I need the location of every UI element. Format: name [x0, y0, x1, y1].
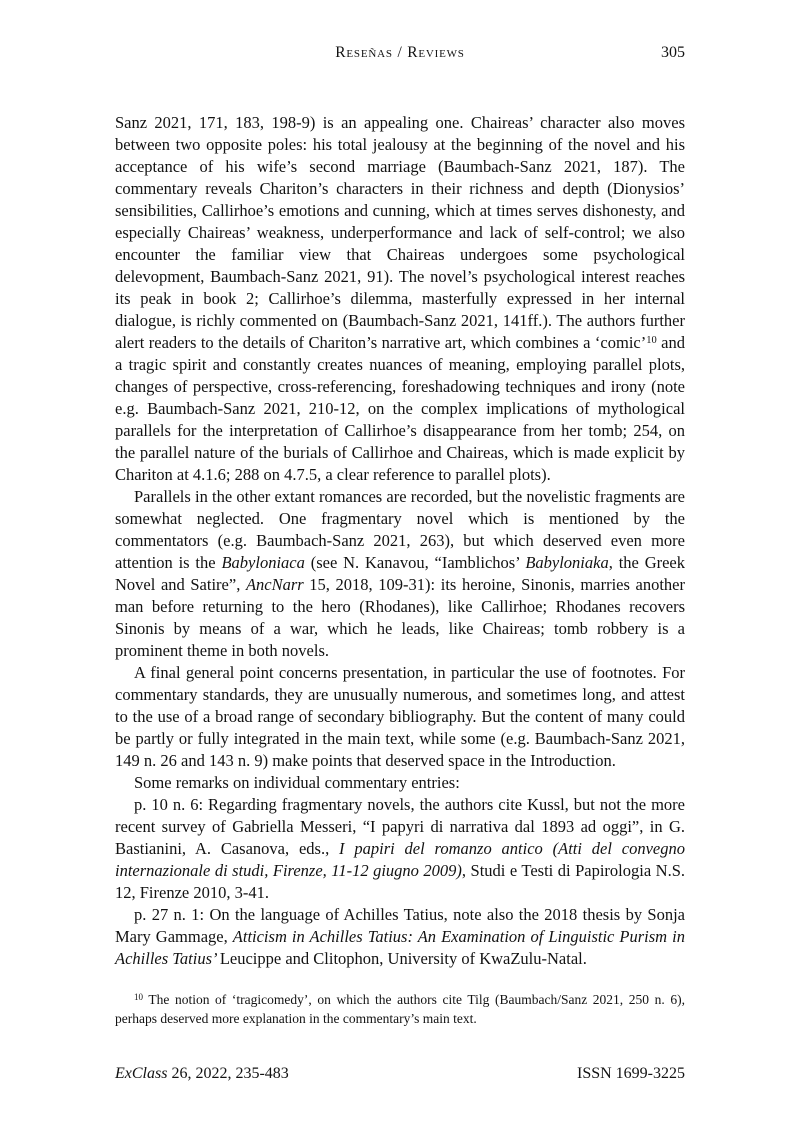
text-run: Parallels in the other extant romances are recorded, but the novelistic fragments are somewhat neglected. One fragmentary novel which is mentioned by the commentators (e.g. Baumbach-Sanz 2021, 263), but which deserved even more attention is the [115, 487, 685, 572]
italic-text-run: Babyloniaka [525, 553, 609, 572]
text-run: and a tragic spirit and constantly creates nuances of meaning, employing parallel plots, changes of perspective, cross-referencing, foreshadowing techniques and irony (note e.g. Baumbach-Sanz 2021, 210-12, on the complex implications of mythological parallels for the interpretation of Callirhoe’s disappearance from her tomb; 254, on the parallel nature of the burials of Callirhoe and Chaireas, which is made explicit by Chariton at 4.1.6; 288 on 4.7.5, a clear reference to parallel plots). [115, 333, 686, 484]
footnote-ref: 10 [646, 334, 657, 346]
text-run: p. 27 n. 1: On the language of Achilles Tatius, note also the 2018 thesis by Sonja Mary Gammage, [115, 905, 685, 946]
text-run: 26, 2022, 235-483 [167, 1065, 289, 1082]
text-run: (see N. Kanavou, “Iamblichos’ [304, 553, 526, 572]
running-head: Reseñas / Reviews [335, 44, 465, 61]
issn: ISSN 1699-3225 [576, 1065, 685, 1082]
paragraph [115, 772, 685, 794]
text-run: A final general point concerns presentation, in particular the use of footnotes. For commentary standards, they are unusually numerous, and sometimes long, and attest to the use of a broad range of secondary bibliography. But the content of many could be partly or fully integrated in the main text, while some (e.g. Baumbach-Sanz 2021, 149 n. 26 and 143 n. 9) make points that deserved space in the Introduction. [115, 663, 685, 770]
paragraph [115, 112, 685, 486]
text-run: The notion of ‘tragicomedy’, on which the authors cite Tilg (Baumbach/Sanz 2021, 250 n. 6), perhaps deserved more explanation in the commentary’s main text. [115, 992, 685, 1026]
text-run: Some remarks on individual commentary entries: [134, 773, 460, 792]
text-run: , the Greek Novel and Satire”, [115, 553, 686, 594]
page-header [115, 44, 685, 64]
page-footer [115, 1065, 685, 1083]
italic-text-run: Babyloniaca [221, 553, 305, 572]
italic-text-run: AncNarr [245, 575, 304, 594]
italic-text-run: I papiri del romanzo antico (Atti del convegno internazionale di studi, Firenze, 11-12 giugno 2009) [115, 839, 685, 880]
text-run: Leucippe and Clitophon, University of KwaZulu-Natal. [219, 949, 587, 968]
text-run: p. 10 n. 6: Regarding fragmentary novels, the authors cite Kussl, but not the more recent survey of Gabriella Messeri, “I papyri di narrativa dal 1893 ad oggi”, in G. Bastianini, A. Casanova, eds., [115, 795, 685, 858]
paragraph [115, 794, 685, 904]
journal-citation [115, 1065, 289, 1083]
footnotes [115, 991, 685, 1028]
page-number: 305 [661, 44, 685, 61]
footnote [115, 991, 685, 1028]
paragraph [115, 486, 685, 662]
paragraph [115, 904, 685, 970]
paragraph [115, 662, 685, 772]
italic-text-run: Atticism in Achilles Tatius: An Examination of Linguistic Purism in Achilles Tatius’ [115, 927, 685, 968]
text-run: Sanz 2021, 171, 183, 198-9) is an appealing one. Chaireas’ character also moves between two opposite poles: his total jealousy at the beginning of the novel and his acceptance of his wife’s second marriage (Baumbach-Sanz 2021, 187). The commentary reveals Chariton’s characters in their richness and depth (Dionysios’ sensibilities, Callirhoe’s emotions and cunning, which at times serves dishonesty, and especially Chaireas’ weakness, underperformance and lack of self-control; we also encounter the familiar view that Chaireas undergoes some psychological delevopment, Baumbach-Sanz 2021, 91). The novel’s psychological interest reaches its peak in book 2; Callirhoe’s dilemma, masterfully expressed in her internal dialogue, is richly commented on (Baumbach-Sanz 2021, 141ff.). The authors further alert readers to the details of Chariton’s narrative art, which combines a ‘comic’ [115, 113, 685, 352]
italic-text-run: ExClass [115, 1065, 168, 1082]
text-run: , Studi e Testi di Papirologia N.S. 12, Firenze 2010, 3-41. [115, 861, 685, 902]
footnote-ref: 10 [134, 992, 143, 1002]
text-run: 15, 2018, 109-31): its heroine, Sinonis, marries another man before returning to the hero (Rhodanes), like Callirhoe; Rhodanes recovers Sinonis by means of a war, which he leads, like Chaireas; tomb robbery is a prominent theme in both novels. [115, 575, 685, 660]
page-body [115, 112, 685, 970]
